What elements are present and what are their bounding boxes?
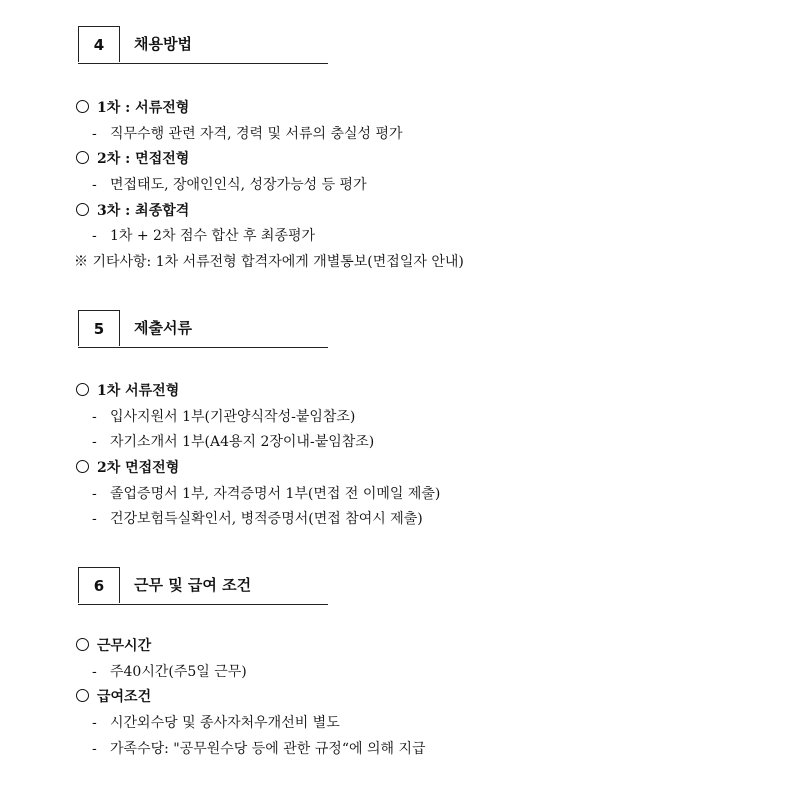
sub-item: - 면접태도, 장애인인식, 성장가능성 등 평가 bbox=[92, 177, 367, 194]
list-item: 2차 면접전형 bbox=[74, 456, 440, 482]
sub-item: - 입사지원서 1부(기관양식작성-붙임참조) bbox=[92, 408, 356, 425]
circle-bullet-icon bbox=[76, 638, 89, 651]
section-header bbox=[78, 310, 328, 348]
section-body bbox=[74, 379, 440, 533]
sub-item: - 졸업증명서 1부, 자격증명서 1부(면접 전 이메일 제출) bbox=[92, 485, 441, 502]
circle-bullet-icon bbox=[76, 151, 89, 164]
section-body bbox=[74, 634, 426, 762]
sub-item: - 직무수행 관련 자격, 경력 및 서류의 충실성 평가 bbox=[92, 125, 403, 142]
section-title: 채용방법 bbox=[134, 35, 192, 53]
circle-bullet-icon bbox=[76, 203, 89, 216]
sub-item: - 주40시간(주5일 근무) bbox=[92, 663, 247, 680]
section-header bbox=[78, 567, 328, 605]
sub-item: - 시간외수당 및 종사자처우개선비 별도 bbox=[92, 715, 340, 732]
note-line: ※ 기타사항: 1차 서류전형 합격자에게 개별통보(면접일자 안내) bbox=[74, 254, 464, 271]
list-item: 3차 : 최종합격 bbox=[74, 199, 464, 225]
sub-item: - 자기소개서 1부(A4용지 2장이내-붙임참조) bbox=[92, 434, 375, 451]
list-item: 급여조건 bbox=[74, 685, 426, 711]
list-item: 2차 : 면접전형 bbox=[74, 147, 464, 173]
circle-bullet-icon bbox=[76, 460, 89, 473]
list-item: 1차 : 서류전형 bbox=[74, 96, 464, 122]
list-item: 1차 서류전형 bbox=[74, 379, 440, 405]
section-header bbox=[78, 26, 328, 64]
sub-item: - 가족수당: "공무원수당 등에 관한 규정“에 의해 지급 bbox=[92, 740, 426, 757]
list-item: 근무시간 bbox=[74, 634, 426, 660]
section-number: 5 bbox=[78, 310, 120, 346]
sub-item: - 1차 + 2차 점수 합산 후 최종평가 bbox=[92, 228, 316, 245]
circle-bullet-icon bbox=[76, 383, 89, 396]
section-body bbox=[74, 96, 464, 276]
section-number: 4 bbox=[78, 26, 120, 62]
circle-bullet-icon bbox=[76, 689, 89, 702]
section-title: 근무 및 급여 조건 bbox=[134, 576, 252, 594]
section-number: 6 bbox=[78, 567, 120, 603]
sub-item: - 건강보험득실확인서, 병적증명서(면접 참여시 제출) bbox=[92, 511, 423, 528]
section-title: 제출서류 bbox=[134, 319, 192, 337]
circle-bullet-icon bbox=[76, 100, 89, 113]
